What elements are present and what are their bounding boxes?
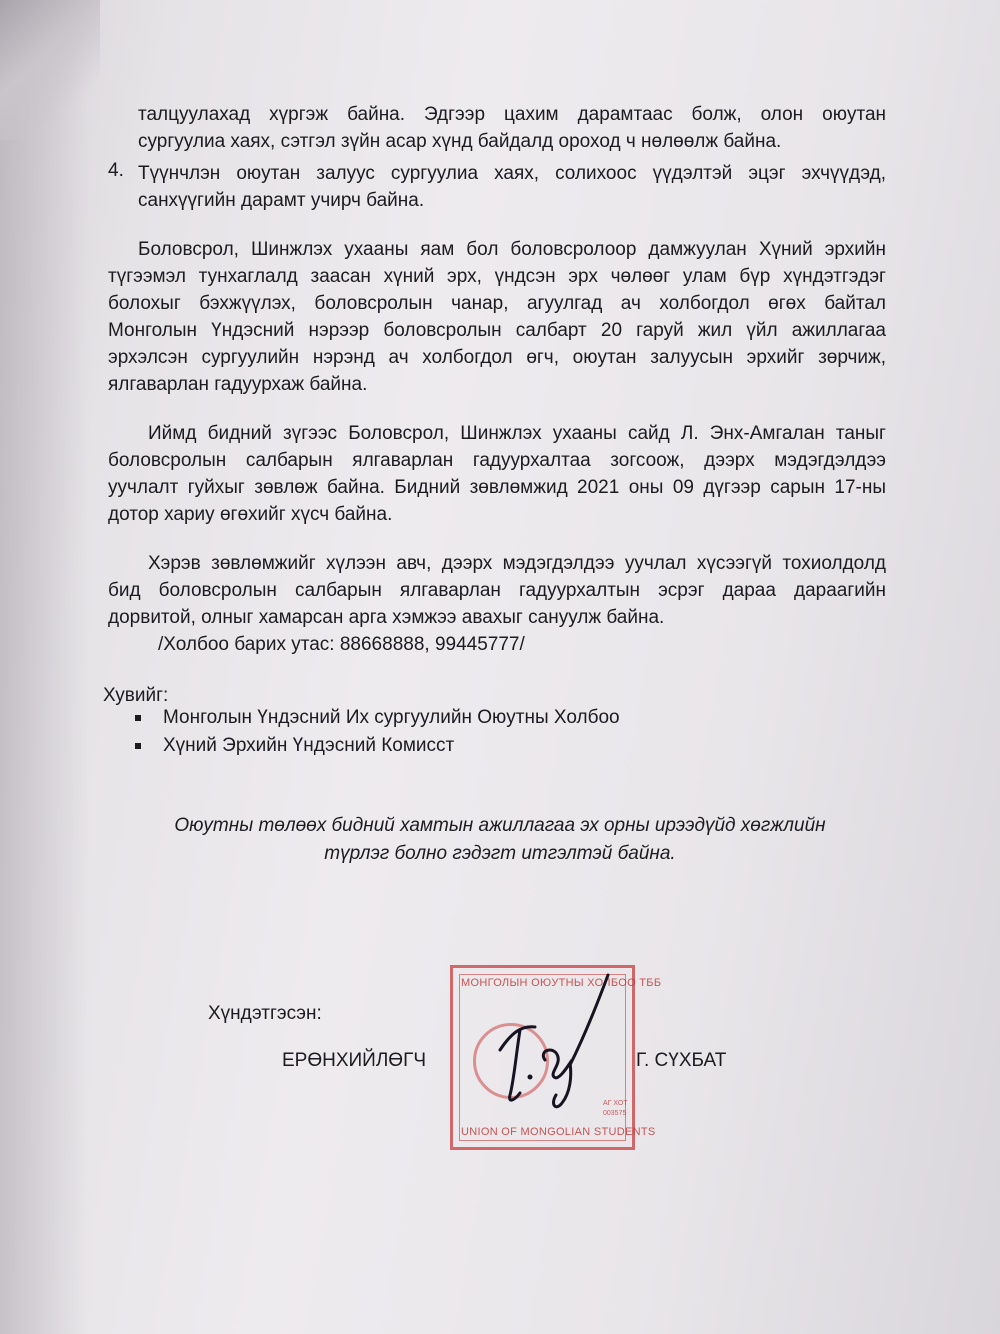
paragraph-line: Иймд бидний зүгээс Боловсрол, Шинжлэх ухааны сайд Л. Энх-Амгалан таныг [148,423,886,444]
stamp-small-text: 003575 [603,1110,627,1117]
list-item-line: санхүүгийн дарамт учирч байна. [138,190,425,211]
paragraph-line: эрхэлсэн сургуулийн нэрэнд ач холбогдол өгч, оюутан залуусын эрхийг зөрчиж, [108,347,886,368]
closing-line: Оюутны төлөөх бидний хамтын ажиллагаа эх орны ирээдүйд хөгжлийн [174,815,826,836]
paragraph-line: болохыг бэхжүүлэх, боловсролын чанар, агуулгад ач холбогдол өгөх байтал [108,293,886,314]
copies-item: Монголын Үндэсний Их сургуулийн Оюутны Холбоо [163,707,620,728]
handwritten-signature [480,965,630,1125]
list-item-number: 4. [108,160,124,181]
paragraph-line: дотор хариу өгөхийг хүсч байна. [108,504,393,525]
regards-label: Хүндэтгэсэн: [208,1003,322,1024]
copies-item: Хүний Эрхийн Үндэсний Комисст [163,735,455,756]
paragraph-line: Хэрэв зөвлөмжийг хүлээн авч, дээрх мэдэгдэлдээ уучлал хүсээгүй тохиолдолд [148,553,886,574]
contact-line: /Холбоо барих утас: 88668888, 99445777/ [158,634,525,655]
list-continuation-line: сургуулиа хаях, сэтгэл зүйн асар хүнд байдалд ороход ч нөлөөлж байна. [138,131,782,152]
paragraph-line: түгээмэл тунхаглалд заасан хүний эрх, үндсэн эрх чөлөөг улам бүр хүндэтгэдэг [108,266,886,287]
paragraph-line: уучлалт гуйхыг зөвлөж байна. Бидний зөвлөмжид 2021 оны 09 дүгээр сарын 17-ны [108,477,886,498]
bullet-icon [135,743,141,749]
paragraph-line: боловсролын салбарын ялгаварлан гадуурхалтаа зогсоож, дээрх мэдэгдэлдээ [108,450,886,471]
signer-title: ЕРӨНХИЙЛӨГЧ [282,1050,427,1071]
paragraph-line: дорвитой, олныг хамарсан арга хэмжээ авахыг сануулж байна. [108,607,665,628]
corner-shadow [0,0,100,140]
stamp-bottom-text: UNION OF MONGOLIAN STUDENTS [461,1126,656,1138]
list-continuation-line: талцуулахад хүргэж байна. Эдгээр цахим дарамтаас болж, олон оюутан [138,104,886,125]
page-edge-shadow [0,0,90,1334]
paragraph-line: Монголын Үндэсний нэрээр боловсролын салбарт 20 гаруй жил үйл ажиллагаа [108,320,886,341]
paragraph-line: ялгаварлан гадуурхаж байна. [108,374,368,395]
bullet-icon [135,715,141,721]
signer-name: Г. СҮХБАТ [636,1050,727,1071]
closing-line: түрлэг болно гэдэгт итгэлтэй байна. [324,843,676,864]
copies-label: Хувийг: [103,685,169,706]
list-item-line: Түүнчлэн оюутан залуус сургуулиа хаях, солихоос үүдэлтэй эцэг эхчүүдэд, [138,163,886,184]
paragraph-line: бид боловсролын салбарын ялгаварлан гадуурхалтын эсрэг дараа дараагийн [108,580,886,601]
paragraph-line: Боловсрол, Шинжлэх ухааны яам бол боловсролоор дамжуулан Хүний эрхийн [138,239,886,260]
stamp-top-text: МОНГОЛЫН ОЮУТНЫ ХОЛБОО ТББ [461,977,662,989]
stamp-small-text: АГ ХОТ [603,1100,628,1107]
